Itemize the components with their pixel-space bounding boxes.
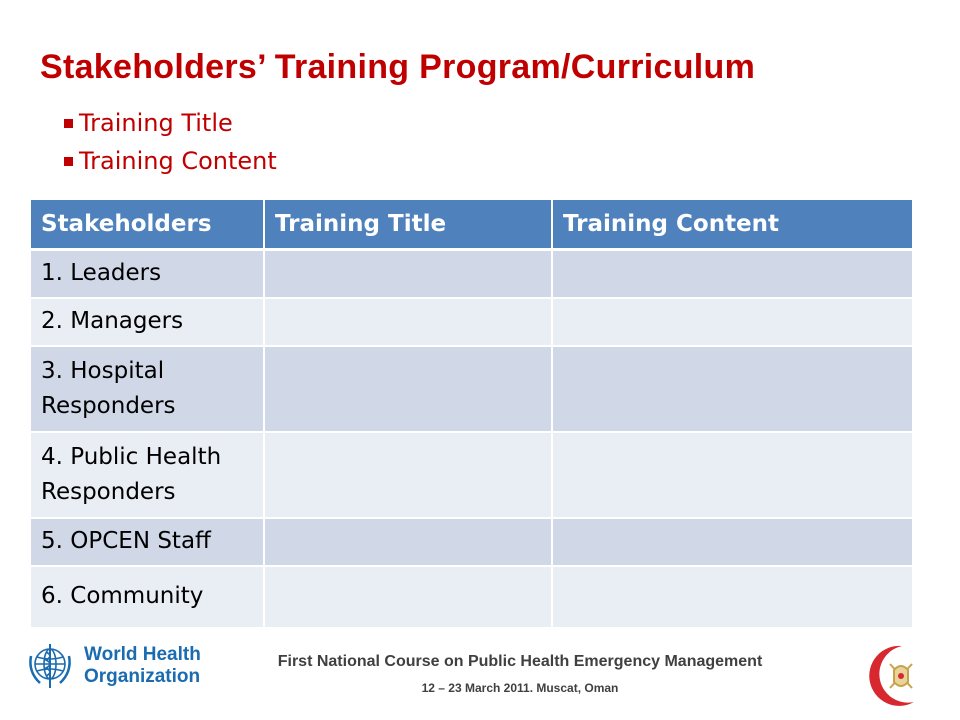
bullet-item — [64, 142, 277, 180]
table-header-row — [31, 200, 912, 250]
stakeholder-cell: 4. Public Health Responders — [31, 432, 264, 518]
stakeholder-cell: 5. OPCEN Staff — [31, 518, 264, 566]
bullet-list — [64, 104, 277, 180]
table-row — [31, 250, 912, 298]
stakeholder-cell: 1. Leaders — [31, 250, 264, 298]
table-row — [31, 566, 912, 628]
stakeholder-cell: 6. Community — [31, 566, 264, 628]
training-content-cell — [552, 432, 912, 518]
training-table — [31, 200, 912, 629]
training-content-cell — [552, 566, 912, 628]
slide-title: Stakeholders’ Training Program/Curriculum — [40, 48, 756, 86]
training-title-cell — [264, 518, 552, 566]
table-row — [31, 432, 912, 518]
oman-crescent-emblem-icon — [856, 640, 936, 712]
who-logo-line1: World Health — [84, 644, 201, 665]
bullet-text: Training Title — [79, 109, 233, 137]
table-row — [31, 518, 912, 566]
training-title-cell — [264, 432, 552, 518]
bullet-item — [64, 104, 277, 142]
training-title-cell — [264, 566, 552, 628]
training-content-cell — [552, 346, 912, 432]
footer-course: First National Course on Public Health Emergency Management — [277, 653, 763, 670]
bullet-text: Training Content — [79, 147, 277, 175]
footer-dates: 12 – 23 March 2011. Muscat, Oman — [421, 681, 619, 695]
training-content-cell — [552, 250, 912, 298]
training-title-cell — [264, 298, 552, 346]
header-training-content: Training Content — [552, 200, 912, 250]
square-bullet-icon — [64, 119, 73, 128]
who-logo-line2: Organization — [84, 666, 201, 687]
training-title-cell — [264, 346, 552, 432]
square-bullet-icon — [64, 157, 73, 166]
oman-logo — [856, 640, 936, 717]
training-content-cell — [552, 518, 912, 566]
header-training-title: Training Title — [264, 200, 552, 250]
stakeholder-cell: 3. Hospital Responders — [31, 346, 264, 432]
training-title-cell — [264, 250, 552, 298]
table-row — [31, 346, 912, 432]
table-row — [31, 298, 912, 346]
stakeholder-cell: 2. Managers — [31, 298, 264, 346]
training-content-cell — [552, 298, 912, 346]
header-stakeholders: Stakeholders — [31, 200, 264, 250]
